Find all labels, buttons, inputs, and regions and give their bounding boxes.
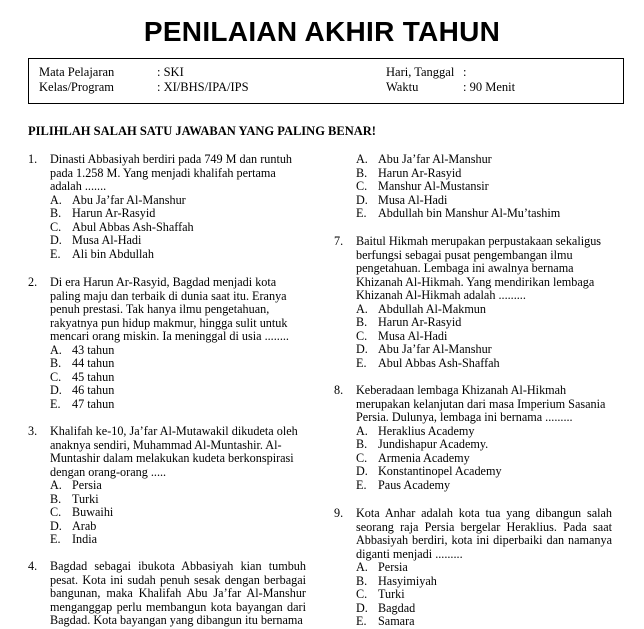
option-text: Musa Al-Hadi [378, 192, 448, 207]
option-letter: C. [356, 179, 368, 193]
option-text: Harun Ar-Rasyid [72, 206, 156, 220]
day-value: : [463, 65, 467, 79]
option-letter: E. [356, 355, 367, 370]
option-text: Ali bin Abdullah [72, 246, 154, 261]
question-8 [334, 384, 612, 492]
option [356, 194, 612, 208]
option-letter: A. [50, 478, 62, 492]
option-text: Heraklius Academy [378, 423, 475, 438]
option-letter: E. [356, 614, 367, 628]
option-letter: E. [356, 477, 367, 492]
option [50, 207, 306, 221]
options-list [334, 561, 612, 629]
option-letter: D. [356, 464, 368, 478]
option-text: Konstantinopel Academy [378, 464, 502, 478]
option-text: Persia [72, 478, 102, 492]
question-6-options [334, 153, 612, 221]
option-text: Buwaihi [72, 505, 114, 519]
option [356, 207, 612, 221]
question-number: 1. [28, 152, 38, 166]
option-letter: B. [356, 165, 368, 180]
option-text: Abdullah bin Manshur Al-Mu’tashim [378, 206, 561, 220]
exam-info-box [28, 58, 624, 104]
option [50, 344, 306, 358]
option-text: Manshur Al-Mustansir [378, 179, 489, 193]
option [356, 561, 612, 575]
option-text: 44 tahun [72, 356, 115, 370]
option [356, 316, 612, 330]
subject-value: : SKI [157, 65, 184, 79]
option-text: Jundishapur Academy. [378, 437, 489, 451]
option-text: Persia [378, 560, 408, 574]
option-text: 46 tahun [72, 383, 115, 397]
option [356, 343, 612, 357]
question-2 [28, 276, 306, 411]
option-letter: C. [50, 505, 62, 519]
option [50, 506, 306, 520]
options-list [334, 153, 612, 221]
class-label: Kelas/Program [39, 80, 114, 94]
option-letter: C. [356, 328, 368, 343]
question-stem: Dinasti Abbasiyah berdiri pada 749 M dan runtuh pada 1.258 M. Yang menjadi khalifah pertama adalah ....... [50, 152, 293, 193]
option-text: Abu Ja’far Al-Manshur [378, 342, 492, 356]
option [356, 575, 612, 589]
class-value: : XI/BHS/IPA/IPS [157, 80, 249, 94]
option-letter: A. [50, 342, 62, 357]
option [356, 452, 612, 466]
option-letter: E. [50, 396, 61, 411]
option-letter: D. [50, 233, 62, 247]
options-list [28, 479, 306, 547]
option-letter: C. [50, 219, 62, 234]
options-list [28, 344, 306, 412]
option [50, 248, 306, 262]
option-letter: B. [356, 315, 368, 329]
question-stem: Baitul Hikmah merupakan perpustakaan sekaligus berfungsi sebagai pusat pengembangan ilmu pengetahuan. Lembaga ini awalnya bernama Khizanah Al-Hikmah. Yang mendirikan lembaga Khizanah Al-Hikmah adalah ......... [356, 234, 602, 302]
question-number: 4. [28, 559, 38, 573]
option-text: India [72, 532, 98, 546]
time-label: Waktu [386, 80, 419, 94]
option-text: Harun Ar-Rasyid [378, 315, 462, 329]
question-number: 8. [334, 383, 344, 397]
option-text: Abu Ja’far Al-Manshur [378, 152, 492, 166]
option [50, 371, 306, 385]
day-label: Hari, Tanggal [386, 65, 455, 79]
option-text: Arab [72, 518, 97, 533]
question-number: 2. [28, 275, 38, 289]
question-7 [334, 235, 612, 370]
option [356, 180, 612, 194]
option [356, 602, 612, 616]
options-list [334, 425, 612, 493]
option-text: 43 tahun [72, 342, 115, 357]
option-text: Turki [72, 491, 99, 506]
option [356, 479, 612, 493]
option-text: Abul Abbas Ash-Shaffah [378, 355, 500, 370]
option-letter: D. [356, 342, 368, 356]
option [50, 384, 306, 398]
question-number: 3. [28, 424, 38, 438]
option-letter: A. [356, 152, 368, 166]
option [356, 615, 612, 629]
option-text: 45 tahun [72, 369, 115, 384]
option-text: Abul Abbas Ash-Shaffah [72, 219, 194, 234]
question-number: 9. [334, 506, 344, 520]
option-letter: D. [50, 383, 62, 397]
option-letter: B. [50, 206, 62, 220]
time-value: : 90 Menit [463, 80, 516, 94]
option-text: Paus Academy [378, 477, 451, 492]
option-letter: E. [50, 532, 61, 546]
question-3 [28, 425, 306, 547]
option-letter: A. [356, 560, 368, 574]
option [50, 221, 306, 235]
option [356, 330, 612, 344]
question-stem: Di era Harun Ar-Rasyid, Bagdad menjadi kota paling maju dan terbaik di dunia saat itu. Eranya penuh prestasi. Tak hanya ilmu pengetahuan, rakyatnya pun hidup makmur, hingga sulit untuk mencari orang miskin. Ia meninggal di usia ........ [50, 275, 289, 343]
question-stem: Bagdad sebagai ibukota Abbasiyah kian tumbuh pesat. Kota ini sudah penuh sesak dengan berbagai bangunan, maka Khalifah Abu Ja’far Al-Manshur menganggap perlu membangun kota bayangan dari Bagdad. Kota bayangan yang dibangun itu bernama [50, 559, 306, 627]
option-text: Bagdad [378, 600, 416, 615]
option-text: Musa Al-Hadi [72, 233, 142, 247]
option-letter: E. [356, 206, 367, 220]
option [356, 167, 612, 181]
option-letter: C. [50, 369, 62, 384]
option-text: Samara [378, 614, 415, 628]
option-letter: C. [356, 587, 368, 601]
option-text: 47 tahun [72, 396, 115, 411]
option-letter: B. [356, 573, 368, 588]
question-number: 7. [334, 234, 344, 248]
option-text: Hasyimiyah [378, 573, 437, 588]
option [356, 303, 612, 317]
exam-title: PENILAIAN AKHIR TAHUN [143, 16, 501, 47]
option-letter: A. [50, 192, 62, 207]
option-letter: E. [50, 246, 61, 261]
option-letter: C. [356, 450, 368, 465]
option [50, 234, 306, 248]
options-list [334, 303, 612, 371]
option [356, 357, 612, 371]
option-text: Armenia Academy [378, 450, 470, 465]
question-stem: Kota Anhar adalah kota tua yang dibangun salah seorang raja Persia bergelar Heraklius. Pada saat Abbasiyah berdiri, kota ini diperbaiki dan namanya diganti menjadi ......... [356, 506, 612, 561]
option [356, 425, 612, 439]
option-letter: B. [50, 356, 62, 370]
option [50, 533, 306, 547]
question-stem: Khalifah ke-10, Ja’far Al-Mutawakil dikudeta oleh anaknya sendiri, Muhammad Al-Muntashir. Al-Muntashir dalam melakukan kudeta berkonspirasi dengan orang-orang ..... [50, 424, 298, 479]
option-letter: D. [356, 600, 368, 615]
question-9 [334, 507, 612, 629]
option-letter: B. [356, 437, 368, 451]
question-4 [28, 560, 306, 628]
option-letter: D. [50, 518, 62, 533]
option [356, 438, 612, 452]
question-stem: Keberadaan lembaga Khizanah Al-Hikmah merupakan kelanjutan dari masa Imperium Sasania Persia. Dulunya, lembaga ini bernama ......... [356, 383, 606, 424]
option [356, 153, 612, 167]
option [50, 398, 306, 412]
subject-label: Mata Pelajaran [39, 65, 115, 79]
option-text: Harun Ar-Rasyid [378, 165, 462, 180]
option-letter: A. [356, 423, 368, 438]
option-text: Abdullah Al-Makmun [378, 301, 486, 316]
option [50, 357, 306, 371]
option [50, 194, 306, 208]
options-list [28, 194, 306, 262]
option-text: Turki [378, 587, 405, 601]
option [356, 465, 612, 479]
option-letter: B. [50, 491, 62, 506]
option [50, 479, 306, 493]
option-text: Musa Al-Hadi [378, 328, 448, 343]
instruction: PILIHLAH SALAH SATU JAWABAN YANG PALING BENAR! [28, 124, 376, 138]
question-1 [28, 153, 306, 261]
option [50, 493, 306, 507]
option-letter: D. [356, 192, 368, 207]
option-text: Abu Ja’far Al-Manshur [72, 192, 186, 207]
option [50, 520, 306, 534]
option [356, 588, 612, 602]
option-letter: A. [356, 301, 368, 316]
